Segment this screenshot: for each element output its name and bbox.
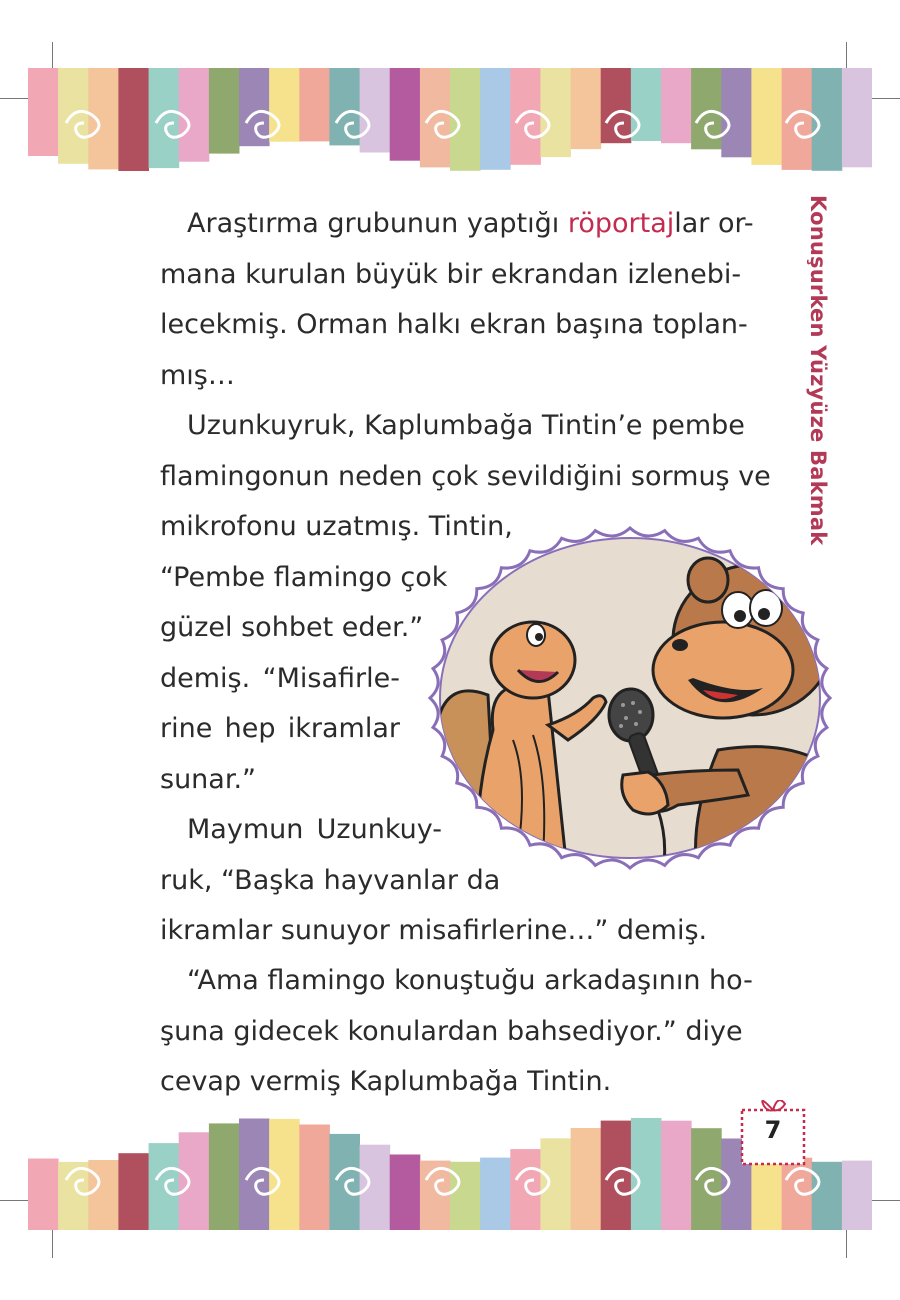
stripe xyxy=(88,68,119,169)
stripe xyxy=(390,68,421,161)
stripe xyxy=(269,68,300,142)
crop-mark xyxy=(52,1228,53,1258)
text-line: rine hep ikramlar xyxy=(160,713,400,744)
stripe xyxy=(329,1134,360,1230)
stripe xyxy=(118,1153,149,1230)
text-line: demiş. “Misafirle- xyxy=(160,662,400,694)
stripe xyxy=(239,1119,270,1231)
stripe xyxy=(149,68,180,168)
text-line: Uzunkuyruk, Kaplumbağa Tintin’e pembe xyxy=(187,410,745,441)
crop-mark xyxy=(0,98,28,99)
text-line: Araştırma grubunun yaptığı röportajlar or- xyxy=(187,208,754,239)
stripe xyxy=(751,68,782,165)
stripe xyxy=(239,68,270,146)
stripe xyxy=(721,68,752,157)
stripe xyxy=(661,1121,692,1230)
paragraph-1 xyxy=(160,199,754,401)
stripe xyxy=(782,68,813,170)
stripe xyxy=(299,68,330,141)
stripe xyxy=(420,68,451,167)
stripe xyxy=(812,1162,843,1230)
crop-mark xyxy=(846,1228,847,1258)
highlighted-word: röportaj xyxy=(567,208,675,239)
stripe xyxy=(842,1161,872,1230)
stripe xyxy=(299,1125,330,1231)
stripe xyxy=(540,68,571,157)
stripe xyxy=(480,1158,511,1230)
crop-mark xyxy=(872,1200,900,1201)
text-line: sunar.” xyxy=(160,763,257,795)
text-line: lecekmiş. Orman halkı ekran başına toplan- xyxy=(160,309,748,340)
page-number-badge xyxy=(738,1100,808,1166)
stripe xyxy=(571,68,602,149)
stripe xyxy=(149,1143,180,1230)
stripe xyxy=(450,1162,481,1230)
crop-mark xyxy=(0,1200,28,1201)
text-line: şuna gidecek konulardan bahsediyor.” diye xyxy=(160,1015,743,1047)
stripe xyxy=(329,68,360,145)
crop-mark xyxy=(872,98,900,99)
text-line: Maymun Uzunkuy- xyxy=(187,814,442,845)
chapter-side-title: Konuşurken Yüzyüze Bakmak xyxy=(806,195,830,546)
text-line: ruk, “Başka hayvanlar da xyxy=(160,864,501,896)
stripe xyxy=(450,68,481,171)
text-line: ikramlar sunuyor misafirlerine…” demiş. xyxy=(160,915,708,946)
stripe xyxy=(601,1121,632,1230)
text-line: “Pembe flamingo çok xyxy=(160,561,448,593)
text-line: mış… xyxy=(160,359,235,391)
stripe xyxy=(842,68,872,167)
interview-illustration xyxy=(418,520,838,880)
text-line: mikrofonu uzatmış. Tintin, xyxy=(160,511,513,542)
stripe xyxy=(360,68,391,153)
text-line: “Ama flamingo konuştuğu arkadaşının ho- xyxy=(187,965,753,996)
stripe xyxy=(360,1145,391,1230)
stripe xyxy=(28,1159,59,1231)
top-stripe-border xyxy=(28,68,872,183)
text-line: cevap vermiş Kaplumbağa Tintin. xyxy=(160,1066,612,1097)
stripe xyxy=(209,68,240,154)
stripe xyxy=(28,68,59,156)
stripe xyxy=(540,1138,571,1230)
page-number: 7 xyxy=(764,1116,782,1144)
stripe xyxy=(480,68,511,170)
text-line: flamingonun neden çok sevildiğini sormuş ve xyxy=(160,460,771,492)
stripe xyxy=(118,68,149,171)
text-line: güzel sohbet eder.” xyxy=(160,612,424,643)
stripe xyxy=(510,68,541,165)
text-line: mana kurulan büyük bir ekrandan izlenebi- xyxy=(160,258,742,290)
paragraph-4 xyxy=(160,956,753,1108)
stripe xyxy=(661,68,692,143)
stripe xyxy=(209,1123,240,1230)
stripe xyxy=(88,1160,119,1230)
stripe xyxy=(179,1132,210,1230)
stripe xyxy=(571,1128,602,1230)
stripe xyxy=(390,1155,421,1231)
